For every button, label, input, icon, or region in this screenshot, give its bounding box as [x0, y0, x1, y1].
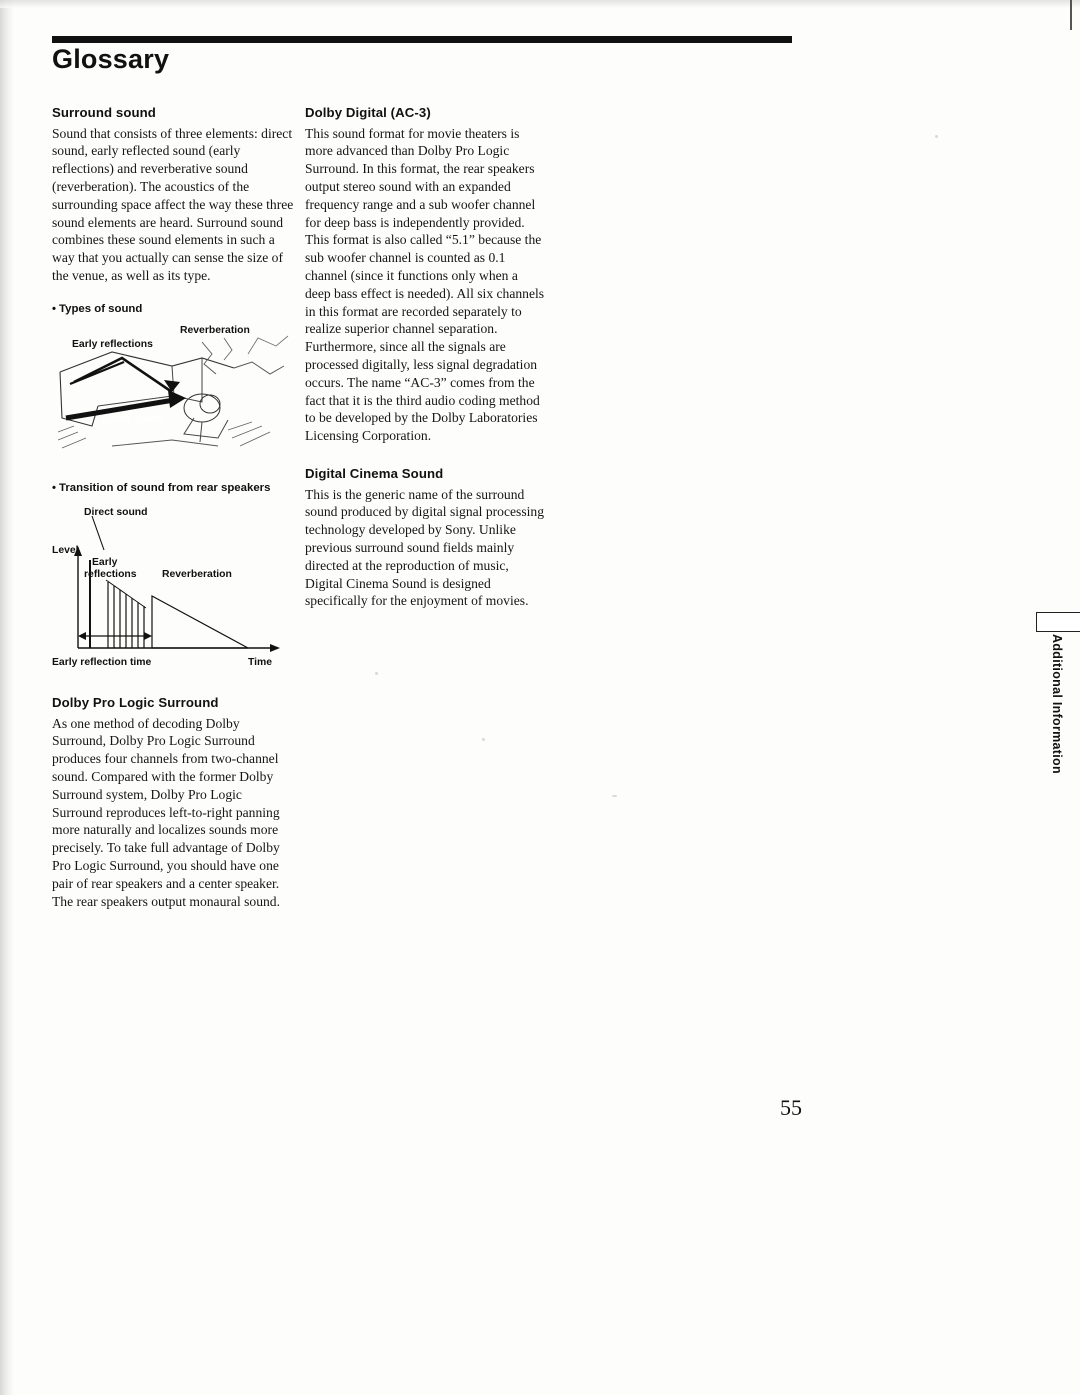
- figure2-caption-text: Transition of sound from rear speakers: [59, 482, 271, 495]
- side-tab-box: [1036, 612, 1080, 632]
- figure1-caption-text: Types of sound: [59, 302, 143, 315]
- page-title: Glossary: [52, 44, 170, 74]
- figure2-caption: [52, 480, 294, 498]
- left-column: [52, 104, 294, 912]
- term-body-surround-sound: Sound that consists of three elements: direct sound, early reflected sound (early reflections) and reverberative sound (reverberation). The acoustics of the surrounding space affect the way these three sound elements are heard. Surround sound combines these sound elements in such a way that you actually can sense the size of the venue, as well as its type.: [52, 125, 294, 283]
- figure2-label-early-reflection-time: Early reflection time: [52, 656, 152, 668]
- term-heading-digital-cinema-sound: Digital Cinema Sound: [305, 465, 444, 481]
- figure2-label-early-reflections-2: reflections: [84, 568, 137, 580]
- figure1-label-reverberation: Reverberation: [180, 325, 250, 337]
- side-tab-label: Additional Information: [1050, 634, 1064, 774]
- bullet-icon: •: [52, 302, 56, 315]
- scan-mark-right: [1070, 0, 1072, 30]
- figure-transition-of-sound: [52, 502, 294, 674]
- scan-speck: [482, 738, 485, 741]
- scan-speck: [375, 672, 378, 675]
- figure2-label-reverberation: Reverberation: [162, 568, 232, 580]
- right-column: [305, 104, 545, 612]
- term-body-digital-cinema-sound: This is the generic name of the surround sound produced by digital signal processing technology developed by Sony. Unlike previous surround sound fields mainly directed at the reproduction of music, Digital Cinema Sound is designed specifically for the enjoyment of movies.: [305, 486, 544, 609]
- figure1-label-early-reflections: Early reflections: [72, 339, 153, 351]
- figure2-drawing: [52, 502, 294, 674]
- term-heading-dolby-digital: Dolby Digital (AC-3): [305, 105, 431, 120]
- scan-edge-left: [0, 0, 14, 1395]
- bullet-icon: •: [52, 482, 56, 495]
- figure-types-of-sound: [52, 322, 294, 464]
- scan-edge-top: [0, 0, 1080, 8]
- term-heading-surround-sound: Surround sound: [52, 105, 156, 120]
- scan-speck: [612, 795, 617, 797]
- figure2-label-level: Level: [52, 544, 79, 556]
- page-number: 55: [780, 1095, 802, 1120]
- term-body-dolby-digital: This sound format for movie theaters is more advanced than Dolby Pro Logic Surround. In this format, the rear speakers output stereo sound with an expanded frequency range and a sub woofer channel for deep bass is independently provided. This format is also called “5.1” because the sub woofer channel is counted as 0.1 channel (since it functions only when a deep bass effect is needed). All six channels in this format are recorded separately to realize superior channel separation. Furthermore, since all the signals are processed digitally, less signal degradation occurs. The name “AC-3” comes from the fact that it is the third audio coding method to be developed by the Dolby Laboratories Licensing Corporation.: [305, 125, 545, 444]
- title-rule: [52, 36, 792, 43]
- figure2-label-time: Time: [248, 656, 273, 668]
- figure2-label-early-reflections-1: Early: [92, 556, 118, 568]
- term-heading-dolby-pro-logic-surround: Dolby Pro Logic Surround: [52, 694, 219, 710]
- figure2-label-direct-sound: Direct sound: [84, 506, 148, 518]
- term-body-dolby-pro-logic-surround: As one method of decoding Dolby Surround, Dolby Pro Logic Surround produces four channels from two-channel sound. Compared with the former Dolby Surround system, Dolby Pro Logic Surround reproduces left-to-right panning more naturally and localizes sounds more precisely. To take full advantage of Dolby Pro Logic Surround, you should have one pair of rear speakers and a center speaker. The rear speakers output monaural sound.: [52, 715, 281, 909]
- scan-speck: [935, 135, 938, 138]
- figure1-caption: [52, 301, 294, 319]
- figure1-label-direct-sound: Direct sound: [102, 414, 166, 426]
